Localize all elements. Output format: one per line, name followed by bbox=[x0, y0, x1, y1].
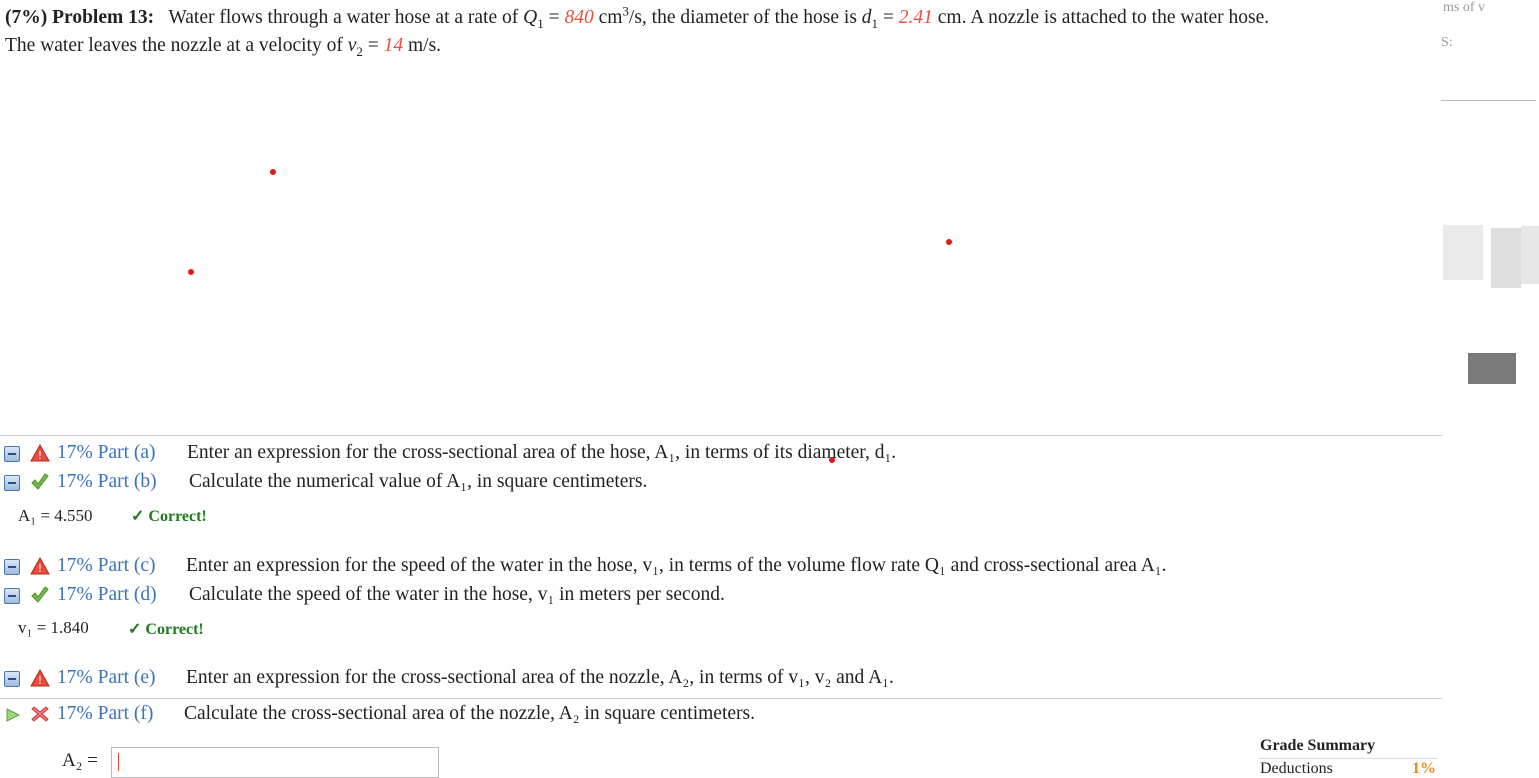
rendering-noise bbox=[1441, 100, 1536, 101]
sidebar-fragment-text: ms of v bbox=[1443, 0, 1485, 15]
problem-line-2-end: m/s. bbox=[403, 35, 442, 56]
collapse-icon[interactable] bbox=[4, 671, 20, 687]
v2-subscript: 2 bbox=[356, 43, 363, 59]
checkmark-icon bbox=[30, 472, 50, 492]
d1-value: 2.41 bbox=[898, 7, 933, 28]
play-icon[interactable] bbox=[5, 707, 21, 723]
svg-text:!: ! bbox=[37, 562, 43, 575]
part-d-text: Calculate the speed of the water in the hose, v₁ in meters per second. bbox=[189, 584, 725, 605]
v2-value: 14 bbox=[383, 35, 404, 56]
q1-unit-1: cm bbox=[593, 7, 623, 28]
part-e-text: Enter an expression for the cross-sectional area of the nozzle, A₂, in terms of v₁, v₂ and A₁. bbox=[186, 667, 894, 688]
part-c-text: Enter an expression for the speed of the water in the hose, v₁, in terms of the volume flow rate Q₁ and cross-sectional area A₁. bbox=[186, 555, 1167, 576]
rendering-noise bbox=[1521, 226, 1539, 284]
part-b-row[interactable] bbox=[0, 468, 1442, 496]
svg-text:!: ! bbox=[37, 674, 43, 687]
problem-line-2: The water leaves the nozzle at a velocity of bbox=[5, 35, 348, 56]
collapse-icon[interactable] bbox=[4, 588, 20, 604]
red-marker-dot bbox=[270, 169, 276, 175]
deductions-value: 1% bbox=[1412, 760, 1436, 777]
grade-summary-divider bbox=[1258, 758, 1438, 759]
part-a-row[interactable] bbox=[0, 439, 1442, 467]
equals-sign: = bbox=[543, 7, 565, 28]
part-f-text: Calculate the cross-sectional area of the nozzle, A₂ in square centimeters. bbox=[184, 703, 755, 724]
d1-subscript: 1 bbox=[871, 15, 879, 31]
correct-badge: ✓ Correct! bbox=[131, 508, 207, 525]
problem-label: Problem 13: bbox=[52, 7, 155, 28]
problem-text-2: cm. A nozzle is attached to the water hose. bbox=[932, 7, 1270, 28]
part-b-label[interactable]: 17% Part (b) bbox=[57, 471, 157, 492]
v2-symbol: v bbox=[347, 35, 357, 56]
equals-sign-2: = bbox=[878, 7, 899, 28]
part-e-label[interactable]: 17% Part (e) bbox=[57, 667, 156, 688]
deductions-label: Deductions bbox=[1260, 760, 1333, 777]
part-b-answer: A₁ = 4.550 bbox=[18, 506, 93, 525]
text-cursor bbox=[118, 753, 119, 771]
part-c-row[interactable] bbox=[0, 552, 1442, 580]
red-marker-dot bbox=[946, 239, 952, 245]
rendering-noise bbox=[1491, 228, 1521, 288]
collapse-icon[interactable] bbox=[4, 475, 20, 491]
sidebar-fragment-text-2: S: bbox=[1441, 35, 1453, 50]
collapse-icon[interactable] bbox=[4, 559, 20, 575]
collapse-icon[interactable] bbox=[4, 446, 20, 462]
warning-icon bbox=[30, 668, 50, 688]
warning-icon bbox=[30, 556, 50, 576]
equals-sign-3: = bbox=[362, 35, 384, 56]
part-d-row[interactable] bbox=[0, 581, 1442, 609]
part-e-row[interactable] bbox=[0, 664, 1442, 692]
part-f-row[interactable] bbox=[0, 700, 1442, 728]
q1-unit-2: /s, the diameter of the hose is bbox=[628, 7, 862, 28]
checkmark-icon bbox=[30, 585, 50, 605]
correct-badge: ✓ Correct! bbox=[128, 621, 204, 638]
svg-text:!: ! bbox=[37, 449, 43, 462]
part-b-text: Calculate the numerical value of A₁, in square centimeters. bbox=[189, 471, 648, 492]
part-f-label[interactable]: 17% Part (f) bbox=[57, 703, 154, 724]
x-icon bbox=[30, 704, 50, 724]
section-divider bbox=[0, 698, 1442, 699]
problem-weight: (7%) bbox=[5, 7, 48, 28]
part-c-label[interactable]: 17% Part (c) bbox=[57, 555, 156, 576]
q1-symbol: Q bbox=[523, 7, 538, 28]
section-divider bbox=[0, 435, 1442, 436]
grade-summary-title: Grade Summary bbox=[1260, 737, 1376, 754]
d1-symbol: d bbox=[861, 7, 872, 28]
part-f-answer-label: A₂ = bbox=[62, 750, 98, 771]
part-a-text: Enter an expression for the cross-sectional area of the hose, A₁, in terms of its diameter, d₁. bbox=[187, 442, 897, 463]
rendering-noise bbox=[1443, 225, 1483, 280]
q1-value: 840 bbox=[564, 7, 594, 28]
part-d-answer: v₁ = 1.840 bbox=[18, 618, 89, 637]
answer-input[interactable] bbox=[111, 747, 439, 778]
problem-text-1: Water flows through a water hose at a rate of bbox=[168, 7, 524, 28]
problem-statement bbox=[5, 4, 1425, 60]
q1-subscript: 1 bbox=[537, 15, 544, 31]
warning-icon bbox=[30, 443, 50, 463]
gray-block bbox=[1468, 353, 1516, 384]
part-a-label[interactable]: 17% Part (a) bbox=[57, 442, 156, 463]
part-d-label[interactable]: 17% Part (d) bbox=[57, 584, 157, 605]
q1-unit-superscript: 3 bbox=[622, 3, 629, 19]
red-marker-dot bbox=[188, 269, 194, 275]
